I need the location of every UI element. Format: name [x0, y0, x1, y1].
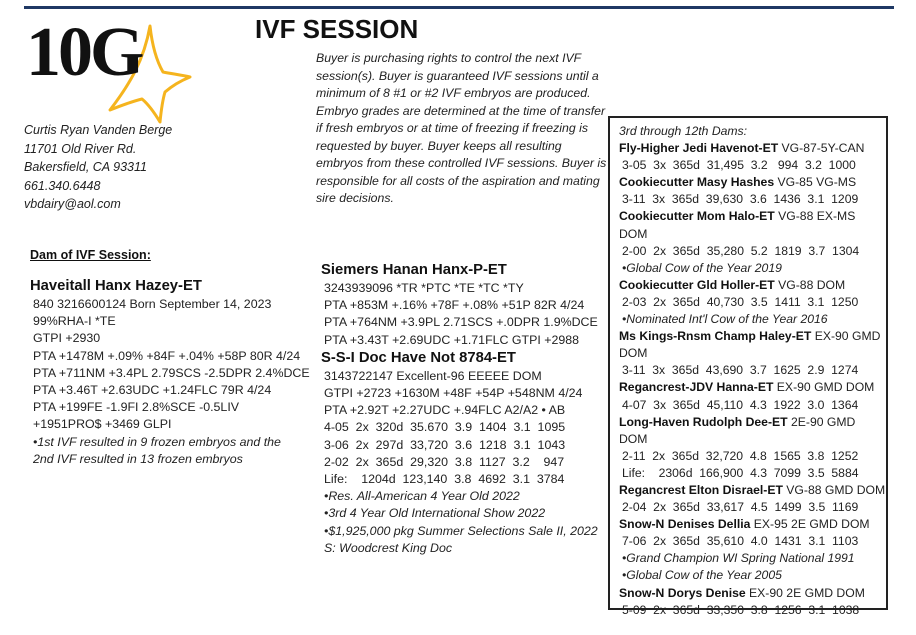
ancestor-dam-entry [619, 585, 886, 619]
mgs-info-line: PTA +2.92T +2.27UDC +.94FLC A2/A2 • AB [324, 403, 566, 418]
dam-info-line: PTA +3.46T +2.63UDC +1.24FLC 79R 4/24 [33, 383, 272, 398]
ancestor-dam-classification: VG-88 DOM [774, 277, 846, 292]
ancestor-dams-box [608, 116, 888, 617]
dam-info-line: +1951PRO$ +3469 GLPI [33, 417, 172, 432]
dam-info-line: PTA +199FE -1.9FI 2.8%SCE -0.5LIV [33, 400, 240, 415]
ancestor-dam-name: Regancrest Elton Disrael-ET [619, 482, 783, 497]
logo [22, 14, 192, 124]
mgs-record-line: 2-02 2x 365d 29,320 3.8 1127 3.2 947 [324, 454, 565, 469]
ancestor-dam-name: Regancrest-JDV Hanna-ET [619, 380, 774, 395]
dam-info-line: PTA +711NM +3.4PL 2.79SCS -2.5DPR 2.4%DCE [33, 365, 310, 380]
ancestor-dam-note: •Global Cow of the Year 2019 [622, 260, 782, 275]
ancestor-dam-heading [619, 277, 886, 294]
ancestor-dam-heading [619, 482, 886, 499]
dam-info-line: GTPI +2930 [33, 331, 101, 346]
ancestor-dam-record: 2-04 2x 365d 33,617 4.5 1499 3.5 1169 [622, 500, 859, 515]
mgs-dam-name: S-S-I Doc Have Not 8784-ET [321, 349, 516, 366]
mgs-record-line: 3-06 2x 297d 33,720 3.6 1218 3.1 1043 [324, 437, 566, 452]
sire-block [321, 261, 606, 557]
page-title: IVF SESSION [255, 14, 419, 44]
ancestor-dam-classification: VG-88 EX-MS DOM [619, 209, 856, 241]
ancestor-dam-name: Snow-N Denises Dellia [619, 517, 751, 532]
ancestor-dam-note: •Nominated Int'l Cow of the Year 2016 [622, 312, 828, 327]
contact-line: 661.340.6448 [24, 178, 101, 193]
mgs-record-line: 4-05 2x 320d 35.670 3.9 1404 3.1 1095 [324, 420, 566, 435]
top-rule [24, 6, 894, 9]
dam-info-line: 840 3216600124 Born September 14, 2023 [33, 297, 272, 311]
ancestor-dam-entry [619, 328, 886, 379]
ancestor-dam-classification: VG-88 GMD DOM [782, 482, 886, 497]
dam-info-line: 99%RHA-I *TE [33, 314, 116, 329]
dam-info-line: PTA +1478M +.09% +84F +.04% +58P 80R 4/24 [33, 348, 301, 363]
ancestor-dam-name: Long-Haven Rudolph Dee-ET [619, 414, 788, 429]
ancestor-dam-record: Life: 2306d 166,900 4.3 7099 3.5 5884 [622, 465, 859, 480]
ancestor-dam-entry [619, 140, 886, 174]
dam-note: 2nd IVF resulted in 13 frozen embryos [33, 451, 243, 466]
ancestor-dam-classification: EX-90 2E GMD DOM [745, 585, 865, 600]
dam-name: Haveitall Hanx Hazey-ET [30, 278, 202, 294]
ancestor-dam-heading [619, 140, 886, 157]
ancestor-dam-classification: VG-87-5Y-CAN [778, 141, 865, 156]
ancestor-dam-classification: EX-90 GMD DOM [773, 380, 875, 395]
ancestor-dam-heading [619, 379, 886, 396]
logo-text: 10G [26, 14, 142, 91]
ancestor-dam-heading [619, 328, 886, 362]
ancestor-dam-record: 4-07 3x 365d 45,110 4.3 1922 3.0 1364 [622, 397, 859, 412]
ancestor-dam-record: 3-11 3x 365d 43,690 3.7 1625 2.9 1274 [622, 363, 859, 378]
sire-info-line: PTA +764NM +3.9PL 2.71SCS +.0DPR 1.9%DCE [324, 315, 598, 330]
dam-block [30, 277, 320, 468]
ancestor-dam-record: 3-11 3x 365d 39,630 3.6 1436 3.1 1209 [622, 192, 859, 207]
ancestor-dam-name: Cookiecutter Masy Hashes [619, 175, 775, 190]
ancestor-dam-heading [619, 516, 886, 533]
ancestor-dam-entry [619, 174, 886, 208]
ancestor-dam-entry [619, 482, 886, 516]
ancestor-dam-heading [619, 174, 886, 191]
ancestor-dam-classification: VG-85 VG-MS [774, 175, 857, 190]
ancestor-dam-classification: 2E-90 GMD DOM [619, 414, 856, 446]
sire-name: Siemers Hanan Hanx-P-ET [321, 262, 507, 278]
sire-info-line: 3243939096 *TR *PTC *TE *TC *TY [324, 281, 524, 295]
ancestor-dam-classification: EX-90 GMD DOM [619, 329, 881, 361]
ancestor-dam-name: Snow-N Dorys Denise [619, 585, 746, 600]
contact-line: 11701 Old River Rd. [24, 141, 137, 156]
ancestor-dam-note: •Grand Champion WI Spring National 1991 [622, 551, 855, 566]
contact-line: Bakersfield, CA 93311 [24, 160, 147, 174]
sire-info-line: PTA +853M +.16% +78F +.08% +51P 82R 4/24 [324, 298, 585, 313]
contact-block [24, 121, 172, 214]
dam-section-label: Dam of IVF Session: [30, 248, 151, 262]
ancestor-dam-record: 2-00 2x 365d 35,280 5.2 1819 3.7 1304 [622, 243, 860, 258]
ancestor-dam-entry [619, 379, 886, 413]
mgs-note: •$1,925,000 pkg Summer Selections Sale II, 2022 [324, 523, 598, 538]
ancestor-dam-name: Cookiecutter Mom Halo-ET [619, 209, 775, 224]
ivf-description: Buyer is purchasing rights to control the next IVF session(s). Buyer is guaranteed IVF sessions until a minimum of 8 #1 or #2 IVF embryos are produced. Embryo grades are determined at the time of transfer if fresh embryos or at time of freezing if freezing is requested by buyer. Buyer keeps all resulting embryos from these controlled IVF sessions. Buyer is responsible for all costs of the aspiration and mating sire decisions. [316, 51, 607, 205]
ancestor-dam-record: 2-11 2x 365d 32,720 4.8 1565 3.8 1252 [622, 448, 859, 463]
contact-line: vbdairy@aol.com [24, 197, 121, 211]
ancestor-dam-record: 7-06 2x 365d 35,610 4.0 1431 3.1 1103 [622, 534, 859, 549]
ancestor-dam-record: 3-05 3x 365d 31,495 3.2 994 3.2 1000 [622, 158, 856, 173]
mgs-note: •3rd 4 Year Old International Show 2022 [324, 506, 546, 521]
ancestor-dam-entry [619, 414, 886, 482]
sire-info-line: PTA +3.43T +2.69UDC +1.71FLC GTPI +2988 [324, 332, 580, 347]
contact-line: Curtis Ryan Vanden Berge [24, 123, 173, 137]
ancestor-dam-record: 5-09 2x 365d 33,350 3.8 1256 3.1 1038 [622, 602, 860, 617]
ancestor-dam-record: 2-03 2x 365d 40,730 3.5 1411 3.1 1250 [622, 294, 859, 309]
dams-box-header: 3rd through 12th Dams: [619, 124, 748, 138]
ancestor-dam-note: •Global Cow of the Year 2005 [622, 568, 782, 583]
ancestor-dam-name: Fly-Higher Jedi Havenot-ET [619, 141, 779, 156]
ancestor-dam-name: Ms Kings-Rnsm Champ Haley-ET [619, 329, 812, 344]
ancestor-dam-entry [619, 208, 886, 276]
mgs-note: S: Woodcrest King Doc [324, 540, 453, 555]
mgs-info-line: GTPI +2723 +1630M +48F +54P +548NM 4/24 [324, 386, 583, 401]
ancestor-dam-entry [619, 516, 886, 584]
ancestor-dam-heading [619, 414, 886, 448]
ancestor-dam-entry [619, 277, 886, 328]
mgs-info-line: 3143722147 Excellent-96 EEEEE DOM [324, 368, 542, 383]
ancestor-dam-name: Cookiecutter Gld Holler-ET [619, 277, 775, 292]
dam-note: •1st IVF resulted in 9 frozen embryos and the [33, 434, 281, 449]
ancestor-dam-heading [619, 208, 886, 242]
mgs-record-line: Life: 1204d 123,140 3.8 4692 3.1 3784 [324, 472, 565, 487]
ancestor-dam-classification: EX-95 2E GMD DOM [750, 517, 870, 532]
ancestor-dam-heading [619, 585, 886, 602]
mgs-note: •Res. All-American 4 Year Old 2022 [324, 489, 520, 504]
